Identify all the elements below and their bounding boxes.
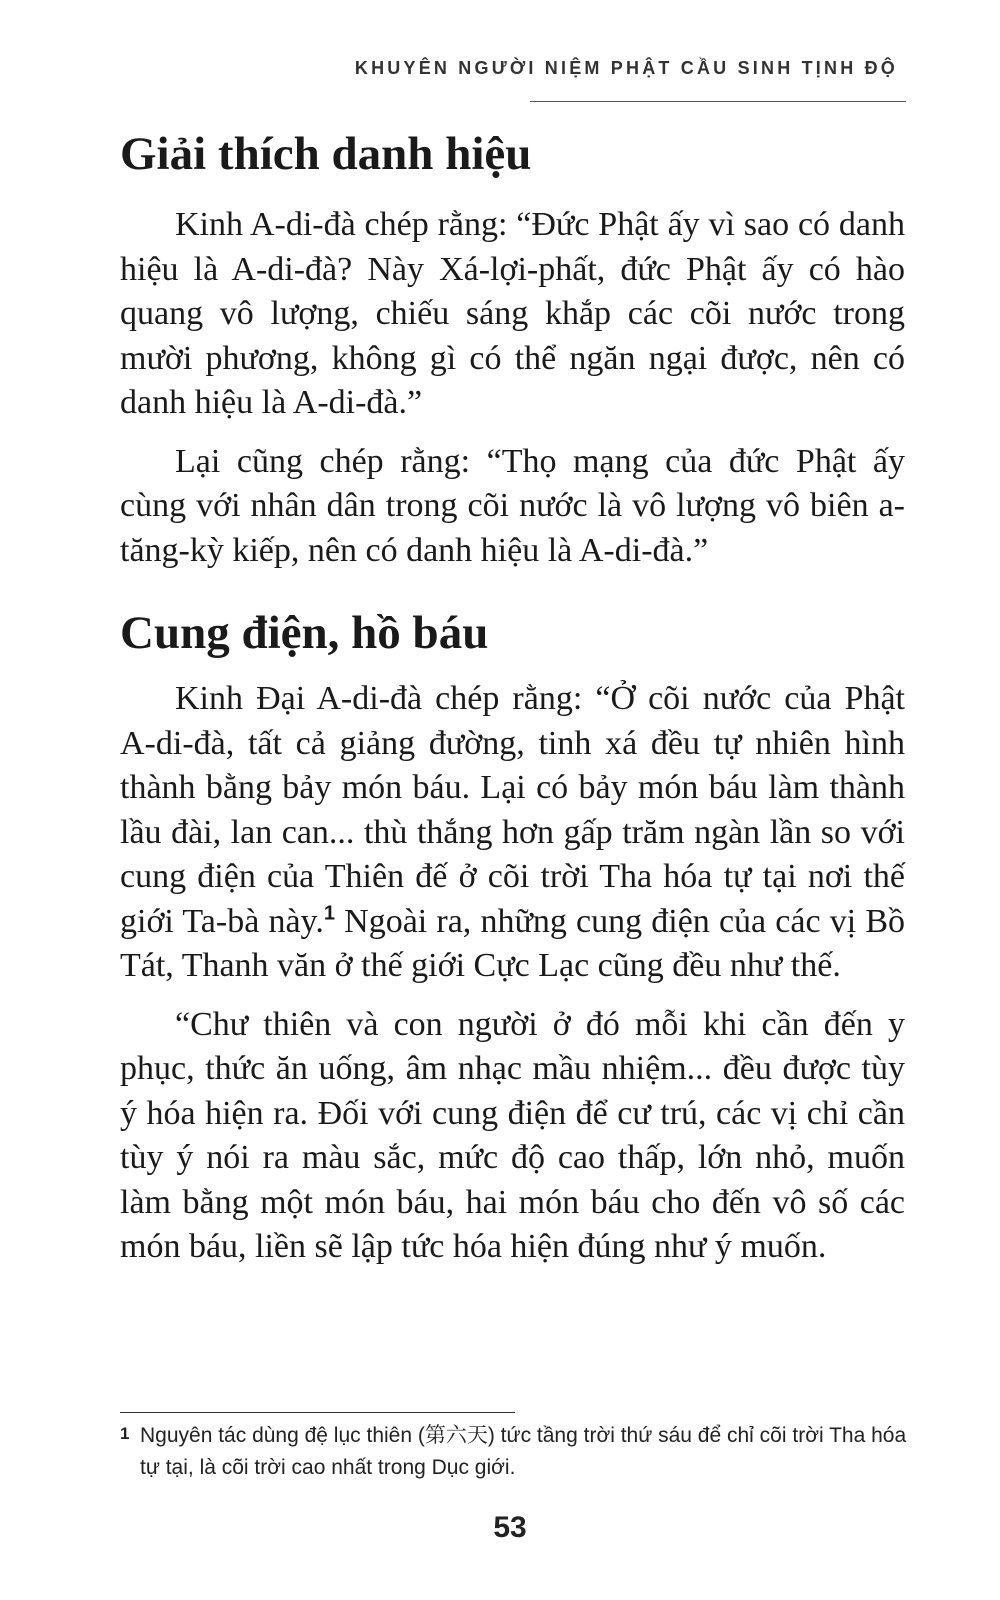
page-number: 53 — [493, 1511, 527, 1544]
paragraph: “Chư thiên và con người ở đó mỗi khi cần đến y phục, thức ăn uống, âm nhạc mầu nhiệm... đều được tùy ý hóa hiện ra. Đối với cung điện để cư trú, các vị chỉ cần tùy ý nói ra màu sắc, mức độ cao thấp, lớn nhỏ, muốn làm bằng một món báu, hai món báu cho đến vô số các món báu, liền sẽ lập tức hóa hiện đúng như ý muốn. — [120, 1005, 905, 1265]
footnote-number: 1 — [120, 1424, 130, 1443]
header-rule — [530, 101, 906, 102]
footnote-text: Nguyên tác dùng đệ lục thiên (第六天) tức tầng trời thứ sáu để chỉ cõi trời Tha hóa tự tại, là cõi trời cao nhất trong Dục giới. — [140, 1424, 907, 1479]
footnote-rule — [120, 1412, 515, 1413]
footnote — [120, 1420, 910, 1484]
paragraph-text: Ngoài ra, những cung điện của các vị Bồ Tát, Thanh văn ở thế giới Cực Lạc cũng đều như thế. — [120, 902, 906, 984]
paragraph: Lại cũng chép rằng: “Thọ mạng của đức Phật ấy cùng với nhân dân trong cõi nước là vô lượng vô biên a-tăng-kỳ kiếp, nên có danh hiệu là A-di-đà.” — [120, 442, 905, 569]
section-title-2: Cung điện, hồ báu — [120, 607, 489, 659]
paragraph — [120, 677, 905, 989]
section-title-1: Giải thích danh hiệu — [120, 128, 532, 180]
running-header: KHUYÊN NGƯỜI NIỆM PHẬT CẦU SINH TỊNH ĐỘ — [354, 58, 898, 78]
paragraph-text: Kinh Đại A-di-đà chép rằng: “Ở cõi nước của Phật A-di-đà, tất cả giảng đường, tinh xá đều tự nhiên hình thành bằng bảy món báu. Lại có bảy món báu làm thành lầu đài, lan can... thù thắng hơn gấp trăm ngàn lần so với cung điện của Thiên đế ở cõi trời Tha hóa tự tại nơi thế giới Ta-bà này. — [120, 680, 905, 940]
page-body — [120, 118, 905, 1270]
paragraph: Kinh A-di-đà chép rằng: “Đức Phật ấy vì sao có danh hiệu là A-di-đà? Này Xá-lợi-phất, đức Phật ấy có hào quang vô lượng, chiếu sáng khắp các cõi nước trong mười phương, không gì có thể ngăn ngại được, nên có danh hiệu là A-di-đà.” — [120, 206, 905, 421]
footnote-reference[interactable]: 1 — [323, 902, 335, 925]
